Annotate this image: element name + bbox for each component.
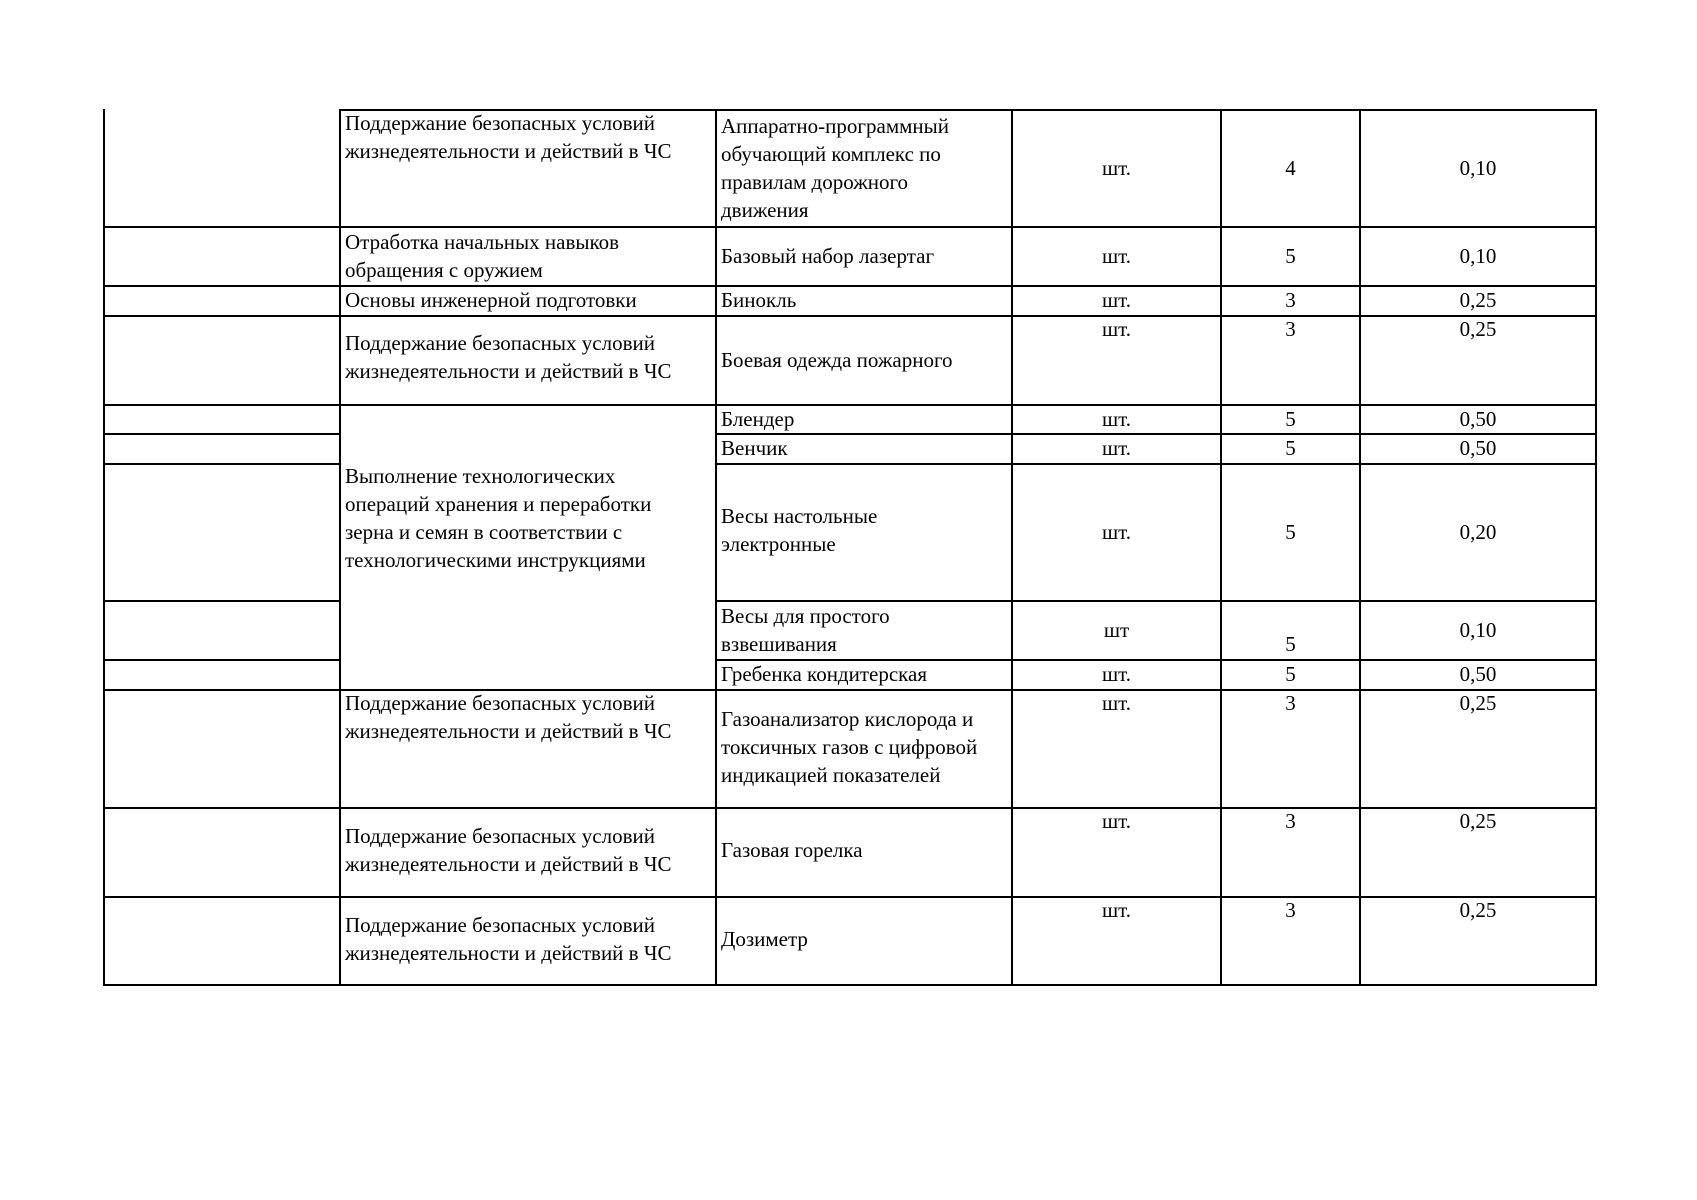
item-cell: Бинокль bbox=[721, 288, 797, 312]
norm-cell: 0,25 bbox=[1459, 809, 1497, 833]
norm-cell: 0,25 bbox=[1459, 691, 1497, 715]
quantity-cell: 5 bbox=[1285, 436, 1296, 460]
unit-cell: шт. bbox=[1101, 407, 1132, 431]
norm-cell: 0,25 bbox=[1459, 288, 1497, 312]
norm-cell: 0,25 bbox=[1459, 898, 1497, 922]
column-line bbox=[1011, 109, 1013, 986]
unit-cell: шт. bbox=[1101, 156, 1132, 180]
discipline-cell: Отработка начальных навыков обращения с оружием bbox=[345, 230, 620, 282]
quantity-cell: 4 bbox=[1285, 156, 1296, 180]
item-cell: Газоанализатор кислорода и токсичных газов с цифровой индикацией показателей bbox=[721, 707, 978, 787]
column-line bbox=[1595, 109, 1597, 986]
discipline-cell: Поддержание безопасных условий жизнедеятельности и действий в ЧС bbox=[345, 331, 672, 383]
discipline-cell: Поддержание безопасных условий жизнедеятельности и действий в ЧС bbox=[345, 913, 672, 965]
row-line bbox=[103, 984, 1597, 986]
norm-cell: 0,50 bbox=[1459, 662, 1497, 686]
quantity-cell: 5 bbox=[1285, 520, 1296, 544]
item-cell: Базовый набор лазертаг bbox=[721, 244, 935, 268]
discipline-cell: Основы инженерной подготовки bbox=[345, 288, 637, 312]
unit-cell: шт. bbox=[1101, 317, 1132, 341]
unit-cell: шт. bbox=[1101, 898, 1132, 922]
unit-cell: шт. bbox=[1101, 662, 1132, 686]
discipline-cell: Поддержание безопасных условий жизнедеятельности и действий в ЧС bbox=[345, 111, 672, 163]
quantity-cell: 3 bbox=[1285, 691, 1296, 715]
row-line bbox=[103, 463, 339, 465]
item-cell: Весы настольные электронные bbox=[721, 504, 878, 556]
norm-cell: 0,50 bbox=[1459, 436, 1497, 460]
quantity-cell: 5 bbox=[1285, 632, 1296, 656]
norm-cell: 0,50 bbox=[1459, 407, 1497, 431]
unit-cell: шт. bbox=[1101, 691, 1132, 715]
row-line bbox=[103, 659, 339, 661]
row-line bbox=[715, 463, 1597, 465]
quantity-cell: 3 bbox=[1285, 898, 1296, 922]
norm-cell: 0,20 bbox=[1459, 520, 1497, 544]
norm-cell: 0,10 bbox=[1459, 244, 1497, 268]
equipment-table bbox=[103, 109, 1597, 986]
norm-cell: 0,10 bbox=[1459, 156, 1497, 180]
row-line bbox=[103, 600, 339, 602]
unit-cell: шт. bbox=[1101, 436, 1132, 460]
quantity-cell: 5 bbox=[1285, 662, 1296, 686]
norm-cell: 0,10 bbox=[1459, 618, 1497, 642]
norm-cell: 0,25 bbox=[1459, 317, 1497, 341]
unit-cell: шт. bbox=[1101, 520, 1132, 544]
unit-cell: шт. bbox=[1101, 288, 1132, 312]
discipline-cell: Поддержание безопасных условий жизнедеятельности и действий в ЧС bbox=[345, 824, 672, 876]
item-cell: Газовая горелка bbox=[721, 838, 863, 862]
item-cell: Блендер bbox=[721, 407, 795, 431]
column-line bbox=[1220, 109, 1222, 986]
unit-cell: шт. bbox=[1101, 809, 1132, 833]
item-cell: Весы для простого взвешивания bbox=[721, 604, 890, 656]
row-line bbox=[103, 226, 1597, 228]
discipline-cell: Поддержание безопасных условий жизнедеятельности и действий в ЧС bbox=[345, 691, 672, 743]
column-line bbox=[1359, 109, 1361, 986]
item-cell: Гребенка кондитерская bbox=[721, 662, 928, 686]
item-cell: Боевая одежда пожарного bbox=[721, 348, 953, 372]
quantity-cell: 3 bbox=[1285, 288, 1296, 312]
quantity-cell: 5 bbox=[1285, 407, 1296, 431]
unit-cell: шт. bbox=[1101, 244, 1132, 268]
unit-cell: шт bbox=[1103, 618, 1130, 642]
column-line bbox=[103, 109, 105, 986]
item-cell: Венчик bbox=[721, 436, 788, 460]
quantity-cell: 3 bbox=[1285, 317, 1296, 341]
item-cell: Дозиметр bbox=[721, 927, 808, 951]
quantity-cell: 5 bbox=[1285, 244, 1296, 268]
row-line bbox=[103, 433, 339, 435]
discipline-cell: Выполнение технологических операций хранения и переработки зерна и семян в соответствии с технологическими инструкциями bbox=[345, 464, 652, 572]
item-cell: Аппаратно-программный обучающий комплекс по правилам дорожного движения bbox=[721, 114, 949, 222]
quantity-cell: 3 bbox=[1285, 809, 1296, 833]
